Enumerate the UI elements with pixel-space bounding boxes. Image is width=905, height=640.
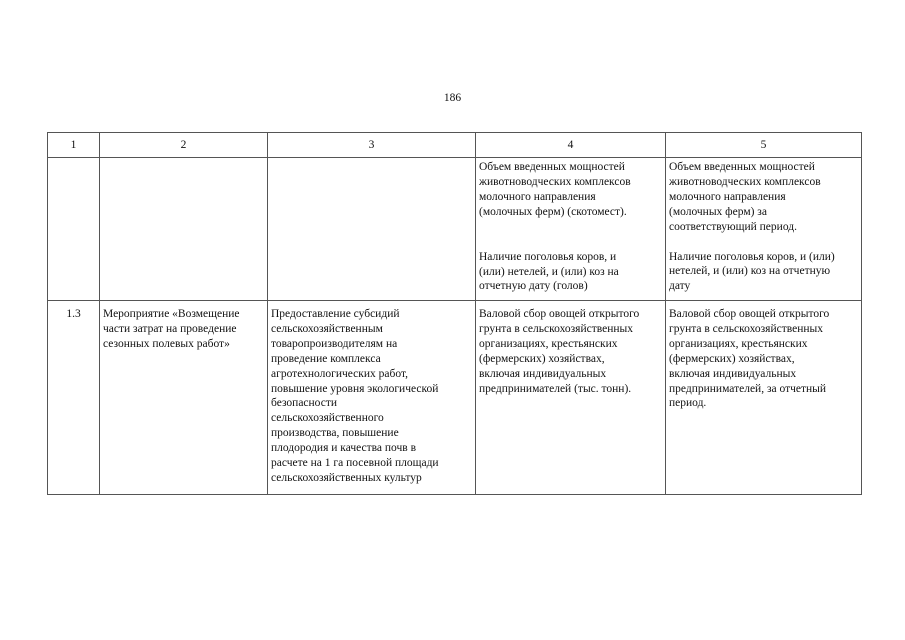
text-line: организациях, крестьянских (479, 337, 618, 350)
text-line: (молочных ферм) за (669, 205, 767, 218)
row-a-indicator-cell (476, 158, 666, 301)
text-line: период. (669, 397, 707, 410)
text-line: (или) нетелей, и (или) коз на (479, 265, 619, 278)
table-header-row (48, 133, 862, 158)
text-line: молочного направления (479, 190, 596, 203)
text-line: молочного направления (669, 190, 786, 203)
text-line: Предоставление субсидий (271, 308, 400, 320)
text-line: агротехнологических работ, (271, 367, 408, 380)
text-line: грунта в сельскохозяйственных (479, 322, 634, 335)
column-header-1: 1 (48, 133, 100, 158)
text-line: соответствующий период. (669, 220, 797, 233)
row-b-indicator-cell (476, 301, 666, 495)
row-b-measure-cell (100, 301, 268, 495)
text-line: производства, повышение (271, 427, 399, 440)
text-line: безопасности (271, 397, 338, 410)
text-line: (фермерских) хозяйствах, (669, 352, 795, 365)
row-a-number-cell (48, 158, 100, 301)
text-line: Объем введенных мощностей (669, 161, 815, 173)
text-line: включая индивидуальных (479, 367, 607, 380)
text-line: (молочных ферм) (скотомест). (479, 205, 627, 218)
row-b-indicator-definition-cell (666, 301, 862, 495)
text-line: повышение уровня экологической (271, 382, 439, 395)
text-line: Наличие поголовья коров, и (479, 250, 617, 263)
text-line: отчетную дату (голов) (479, 280, 588, 293)
text-line: организациях, крестьянских (669, 337, 808, 350)
row-b-description-cell (268, 301, 476, 495)
table-row (48, 158, 862, 301)
text-line: сельскохозяйственного (271, 412, 384, 425)
row-b-number-cell: 1.3 (48, 301, 100, 495)
text-line: предпринимателей, за отчетный (669, 382, 827, 395)
text-line: расчете на 1 га посевной площади (271, 457, 439, 470)
table-row (48, 301, 862, 495)
row-a-description-cell (268, 158, 476, 301)
text-line: проведение комплекса (271, 352, 381, 365)
column-header-5: 5 (666, 133, 862, 158)
column-header-3: 3 (268, 133, 476, 158)
text-line: Валовой сбор овощей открытого (669, 308, 830, 320)
text-line: сельскохозяйственным (271, 322, 383, 335)
text-line: нетелей, и (или) коз на отчетную (669, 265, 831, 278)
text-line: включая индивидуальных (669, 367, 797, 380)
text-line: Объем введенных мощностей (479, 161, 625, 173)
column-header-2: 2 (100, 133, 268, 158)
text-line: животноводческих комплексов (479, 175, 631, 188)
text-line: плодородия и качества почв в (271, 442, 417, 455)
text-line: части затрат на проведение (103, 322, 237, 335)
text-line: товаропроизводителям на (271, 337, 398, 350)
text-line: сельскохозяйственных культур (271, 471, 422, 484)
text-line: предпринимателей (тыс. тонн). (479, 382, 632, 395)
text-line: Наличие поголовья коров, и (или) (669, 250, 835, 263)
measures-table (47, 132, 862, 495)
row-a-measure-cell (100, 158, 268, 301)
page-number: 186 (443, 92, 462, 104)
text-line: Валовой сбор овощей открытого (479, 308, 640, 320)
text-line: животноводческих комплексов (669, 175, 821, 188)
text-line: грунта в сельскохозяйственных (669, 322, 824, 335)
text-line: Мероприятие «Возмещение (103, 308, 240, 320)
column-header-4: 4 (476, 133, 666, 158)
text-line: (фермерских) хозяйствах, (479, 352, 605, 365)
text-line: сезонных полевых работ» (103, 337, 230, 350)
text-line: дату (669, 280, 691, 293)
row-a-indicator-definition-cell (666, 158, 862, 301)
